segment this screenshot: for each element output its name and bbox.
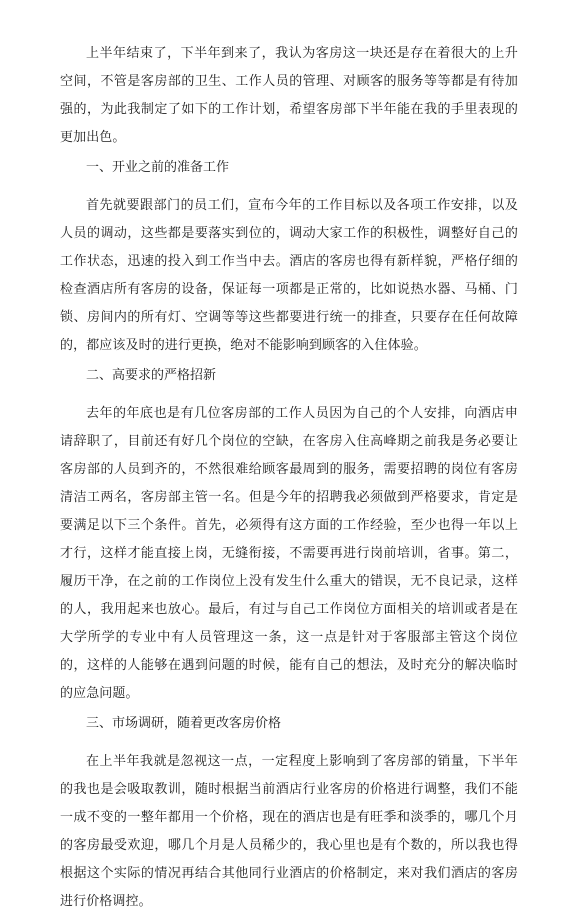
- intro-paragraph: 上半年结束了，下半年到来了，我认为客房这一块还是存在着很大的上升空间，不管是客房部的卫生、工作人员的管理、对顾客的服务等等都是有待加强的，为此我制定了如下的工作计划，希望客房部下半年能在我的手里表现的更加出色。: [60, 46, 518, 145]
- section-heading-3: 三、市场调研，随着更改客房价格: [86, 716, 282, 731]
- section-body-3: 在上半年我就是忽视这一点，一定程度上影响到了客房部的销量，下半年的我也是会吸取教训，随时根据当前酒店行业客房的价格进行调整，我们不能一成不变的一整年都用一个价格，现在的酒店也是有旺季和淡季的，哪几个月的客房最受欢迎，哪几个月是人员稀少的，我心里也是有个数的，所以我也得根据这个实际的情况再结合其他同行业酒店的价格制定，来对我们酒店的客房进行价格调控。: [60, 754, 518, 909]
- section-body-1: 首先就要跟部门的员工们，宣布今年的工作目标以及各项工作安排，以及人员的调动，这些都是要落实到位的，调动大家工作的积极性，调整好自己的工作状态，迅速的投入到工作当中去。酒店的客房也得有新样貌，严格仔细的检查酒店所有客房的设备，保证每一项都是正常的，比如说热水器、马桶、门锁、房间内的所有灯、空调等等这些都要进行统一的排查，只要存在任何故障的，都应该及时的进行更换，绝对不能影响到顾客的入住体验。: [60, 198, 518, 353]
- section-body-2: 去年的年底也是有几位客房部的工作人员因为自己的个人安排，向酒店申请辞职了，目前还有好几个岗位的空缺，在客房入住高峰期之前我是务必要让客房部的人员到齐的，不然很难给顾客最周到的服务，需要招聘的岗位有客房清洁工两名，客房部主管一名。但是今年的招聘我必须做到严格要求，肯定是要满足以下三个条件。首先，必须得有这方面的工作经验，至少也得一年以上才行，这样才能直接上岗，无缝衔接，不需要再进行岗前培训，省事。第二，履历干净，在之前的工作岗位上没有发生什么重大的错误，无不良记录，这样的人，我用起来也放心。最后，有过与自己工作岗位方面相关的培训或者是在大学所学的专业中有人员管理这一条，这一点是针对于客服部主管这个岗位的，这样的人能够在遇到问题的时候，能有自己的想法，及时充分的解决临时的应急问题。: [60, 406, 518, 701]
- section-heading-1: 一、开业之前的准备工作: [86, 160, 230, 175]
- section-heading-2: 二、高要求的严格招新: [86, 368, 217, 383]
- document-page: [60, 40, 518, 922]
